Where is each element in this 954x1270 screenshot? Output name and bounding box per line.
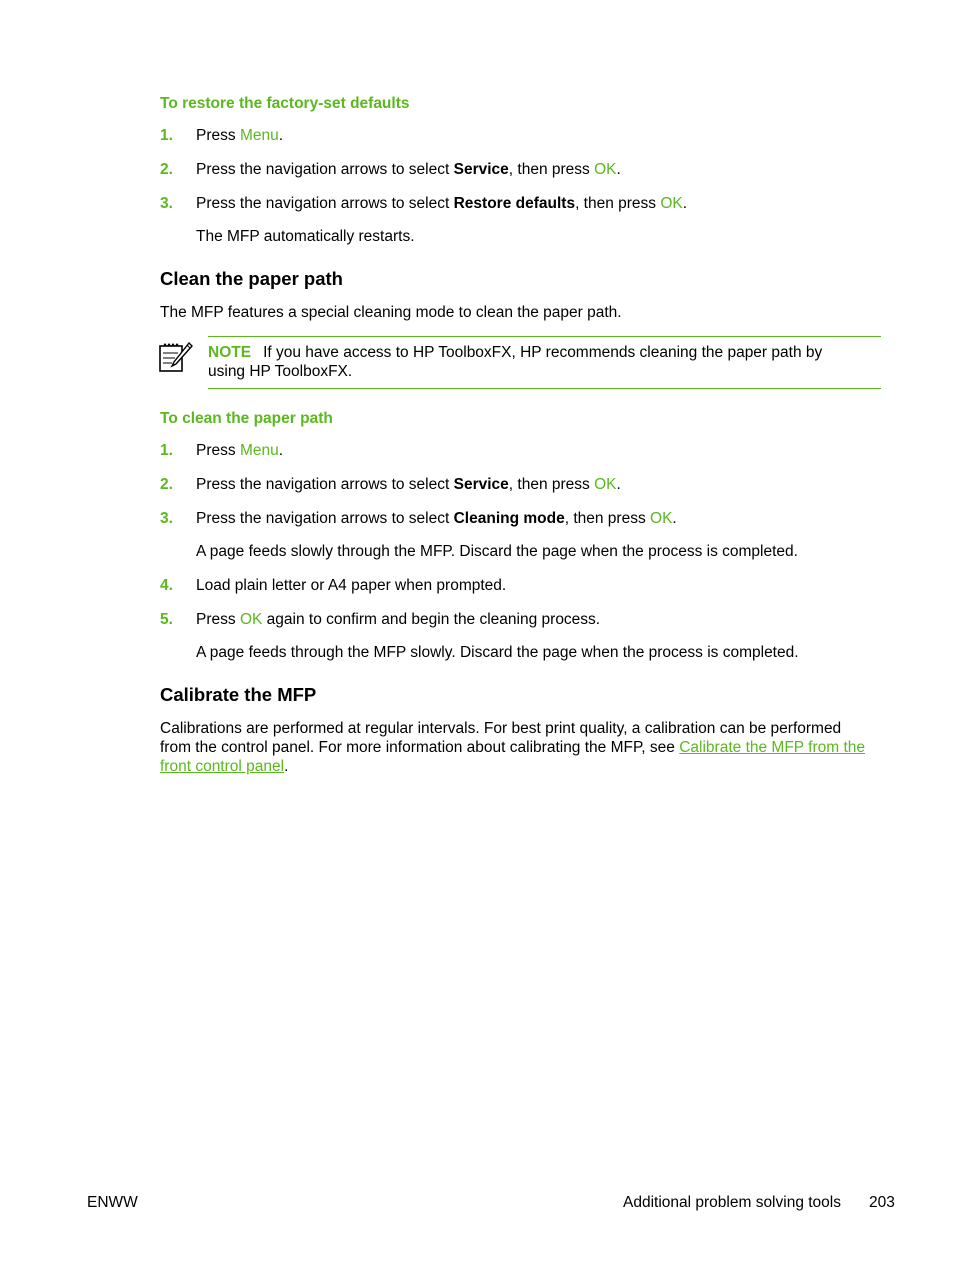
note-text: If you have access to HP ToolboxFX, HP recommends cleaning the paper path by — [263, 344, 823, 361]
step-5-result: A page feeds through the MFP slowly. Discard the page when the process is completed. — [196, 644, 799, 661]
section-intro: The MFP features a special cleaning mode to clean the paper path. — [160, 304, 622, 321]
note-pad-icon — [158, 340, 194, 374]
note-bottom-rule — [208, 388, 881, 389]
ok-key-label: OK — [594, 476, 617, 493]
page-number: 203 — [869, 1194, 895, 1211]
step-number: 1. — [160, 442, 173, 459]
ok-key-label: OK — [650, 510, 673, 527]
step-text-end: . — [278, 442, 284, 459]
step-1 — [160, 442, 173, 460]
step-text-end: again to confirm and begin the cleaning process. — [262, 611, 601, 628]
step-4 — [160, 577, 173, 595]
paragraph-text: from the control panel. For more information about calibrating the MFP, see — [160, 739, 680, 756]
service-option: Service — [453, 161, 509, 178]
menu-key-label: Menu — [239, 442, 279, 459]
cleaning-mode-option: Cleaning mode — [453, 510, 565, 527]
step-3-text — [196, 195, 687, 213]
note-line-1 — [208, 344, 822, 362]
calibrate-paragraph-line-3 — [160, 758, 288, 776]
step-text-mid: , then press — [508, 476, 595, 493]
paragraph-text-end: . — [284, 758, 289, 775]
step-text-mid: , then press — [575, 195, 661, 212]
procedure-title-clean-paper-path: To clean the paper path — [160, 410, 333, 427]
step-number: 1. — [160, 127, 173, 144]
menu-key-label: Menu — [239, 127, 279, 144]
step-text: Press the navigation arrows to select — [196, 510, 454, 527]
procedure-title-restore-defaults: To restore the factory-set defaults — [160, 95, 410, 112]
step-number: 4. — [160, 577, 173, 594]
step-number: 5. — [160, 611, 173, 628]
step-3 — [160, 195, 173, 213]
step-text-end: . — [616, 476, 621, 493]
step-4-text: Load plain letter or A4 paper when prompted. — [196, 577, 507, 594]
step-3-result: A page feeds slowly through the MFP. Discard the page when the process is completed. — [196, 543, 798, 560]
step-text: Press the navigation arrows to select — [196, 195, 454, 212]
step-2 — [160, 476, 173, 494]
step-number: 2. — [160, 161, 173, 178]
note-top-rule — [208, 336, 881, 337]
step-1-text — [196, 442, 283, 460]
note-label: NOTE — [208, 344, 252, 361]
ok-key-label: OK — [594, 161, 617, 178]
step-number: 3. — [160, 195, 173, 212]
step-text: Press the navigation arrows to select — [196, 476, 454, 493]
step-text-end: . — [682, 195, 688, 212]
step-5-text — [196, 611, 600, 629]
step-text: Press — [196, 442, 240, 459]
step-5 — [160, 611, 173, 629]
note-line-2: using HP ToolboxFX. — [208, 363, 353, 380]
step-text-end: . — [278, 127, 284, 144]
step-1-text — [196, 127, 283, 145]
step-number: 2. — [160, 476, 173, 493]
step-2-text — [196, 161, 621, 179]
step-2 — [160, 161, 173, 179]
step-3 — [160, 510, 173, 528]
ok-key-label: OK — [239, 611, 263, 628]
calibrate-mfp-link-continued[interactable]: front control panel — [160, 758, 285, 775]
step-text-end: . — [616, 161, 621, 178]
step-text-mid: , then press — [508, 161, 595, 178]
service-option: Service — [453, 476, 509, 493]
footer-section-title: Additional problem solving tools — [623, 1194, 841, 1211]
step-text: Press the navigation arrows to select — [196, 161, 454, 178]
step-2-text — [196, 476, 621, 494]
calibrate-paragraph-line-2 — [160, 739, 865, 757]
restore-defaults-option: Restore defaults — [453, 195, 576, 212]
step-3-text — [196, 510, 677, 528]
ok-key-label: OK — [660, 195, 683, 212]
step-text-mid: , then press — [564, 510, 651, 527]
footer-left-label: ENWW — [87, 1194, 138, 1211]
step-text: Press — [196, 127, 240, 144]
heading-calibrate-mfp: Calibrate the MFP — [160, 684, 317, 705]
calibrate-paragraph-line-1: Calibrations are performed at regular intervals. For best print quality, a calibration can be performed — [160, 720, 842, 737]
step-number: 3. — [160, 510, 173, 527]
heading-clean-paper-path: Clean the paper path — [160, 268, 343, 289]
step-3-result: The MFP automatically restarts. — [196, 228, 415, 245]
calibrate-mfp-link[interactable]: Calibrate the MFP from the — [679, 739, 866, 756]
step-text: Press — [196, 611, 240, 628]
step-1 — [160, 127, 173, 145]
step-text-end: . — [672, 510, 677, 527]
